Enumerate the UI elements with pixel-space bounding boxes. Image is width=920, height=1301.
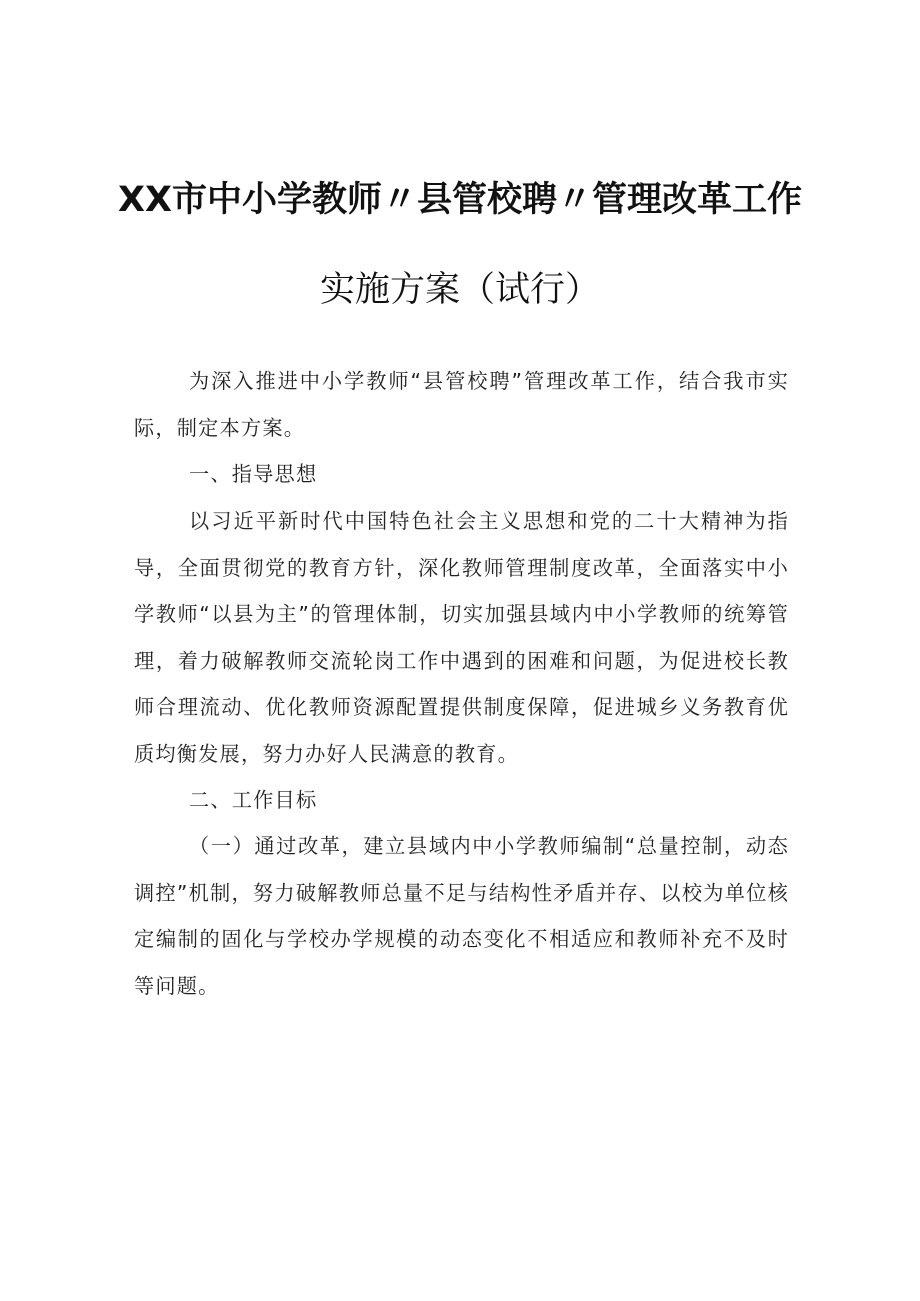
document-title-line-2: 实施方案（试行） [319, 270, 600, 310]
intro-paragraph: 为深入推进中小学教师“县管校聘”管理改革工作，结合我市实际，制定本方案。 [134, 369, 789, 440]
work-goal-item-1: （一）通过改革，建立县域内中小学教师编制“总量控制，动态调控”机制，努力破解教师总量不足与结构性矛盾并存、以校为单位核定编制的固化与学校办学规模的动态变化不相适应和教师补充不及时等问题。 [134, 834, 789, 998]
document-title-line-1: XX市中小学教师〃县管校聘〃管理改革工作 [118, 180, 802, 220]
section-heading-work-goals: 二、工作目标 [189, 788, 318, 812]
section-heading-guiding-ideology: 一、指导思想 [189, 462, 318, 486]
guiding-ideology-paragraph: 以习近平新时代中国特色社会主义思想和党的二十大精神为指导，全面贯彻党的教育方针，深化教师管理制度改革，全面落实中小学教师“以县为主”的管理体制，切实加强县域内中小学教师的统筹管理，着力破解教师交流轮岗工作中遇到的困难和问题，为促进校长教师合理流动、优化教师资源配置提供制度保障，促进城乡义务教育优质均衡发展，努力办好人民满意的教育。 [134, 509, 789, 766]
